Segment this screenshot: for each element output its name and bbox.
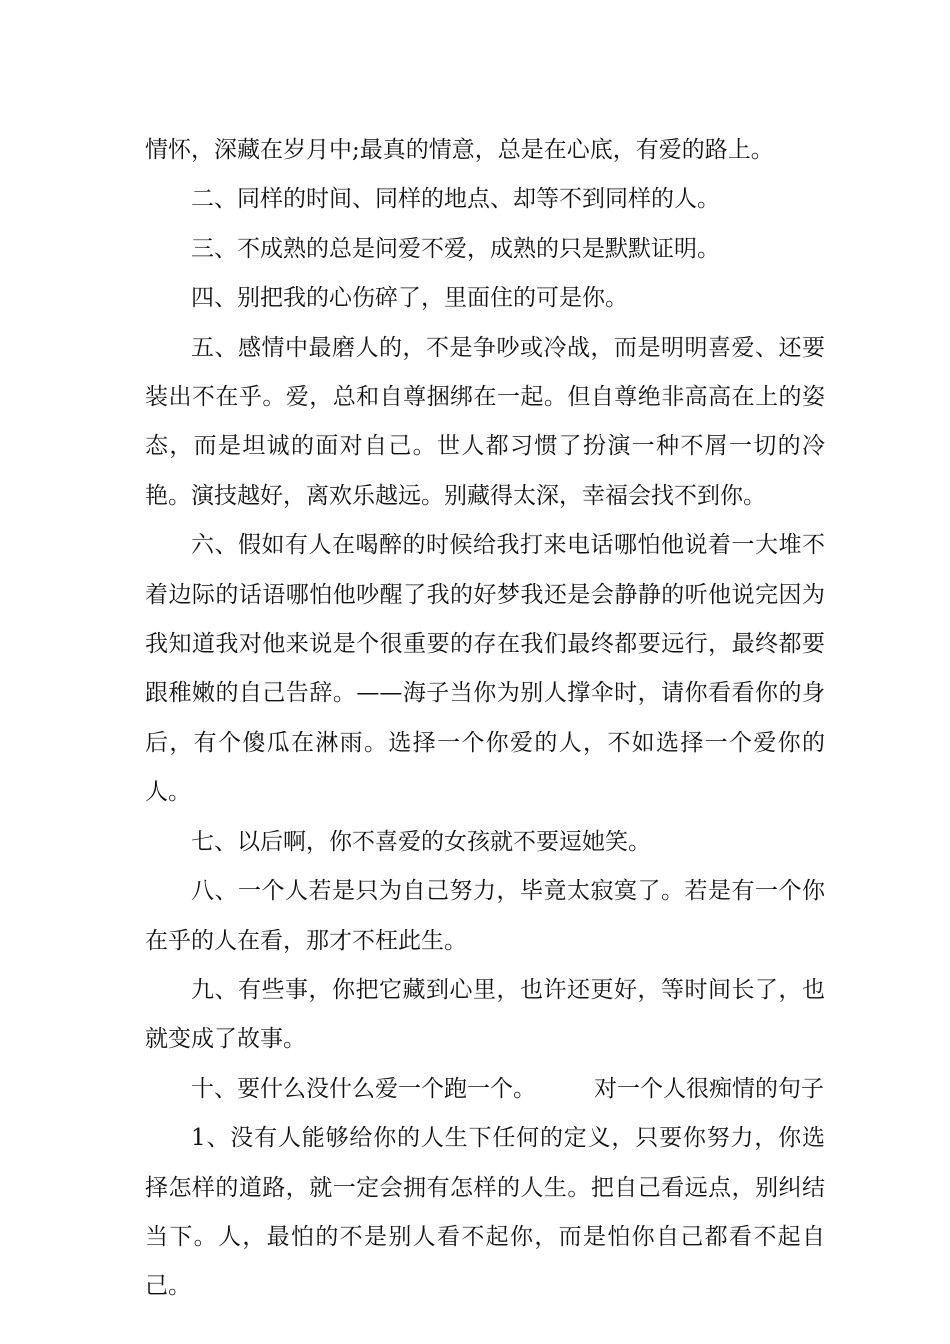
- paragraph-item-8: 八、一个人若是只为自己努力，毕竟太寂寞了。若是有一个你在乎的人在看，那才不枉此生。: [145, 878, 825, 954]
- paragraph-item-10: [145, 1065, 825, 1114]
- paragraph-item-5: 五、感情中最磨人的，不是争吵或冷战，而是明明喜爱、还要装出不在乎。爱，总和自尊捆绑在一起。但自尊绝非高高在上的姿态，而是坦诚的面对自己。世人都习惯了扮演一种不屑一切的冷艳。演技越好，离欢乐越远。别藏得太深，幸福会找不到你。: [145, 334, 825, 509]
- paragraph-item-2: 二、同样的时间、同样的地点、却等不到同样的人。: [191, 186, 720, 213]
- paragraph-item-10-text: 十、要什么没什么爱一个跑一个。: [191, 1075, 536, 1102]
- paragraph-item-6: 六、假如有人在喝醉的时候给我打来电话哪怕他说着一大堆不着边际的话语哪怕他吵醒了我的好梦我还是会静静的听他说完因为我知道我对他来说是个很重要的存在我们最终都要远行，最终都要跟稚嫩的自己告辞。——海子当你为别人撑伞时，请你看看你的身后，有个傻瓜在淋雨。选择一个你爱的人，不如选择一个爱你的人。: [145, 532, 825, 806]
- paragraph-section-item-1: 1、没有人能够给你的人生下任何的定义，只要你努力，你选择怎样的道路，就一定会拥有怎样的人生。把自己看远点，别纠结当下。人，最怕的不是别人看不起你，而是怕你自己都看不起自己。: [145, 1125, 825, 1300]
- paragraph-item-4: 四、别把我的心伤碎了，里面住的可是你。: [191, 285, 628, 312]
- paragraph-item-7: 七、以后啊，你不喜爱的女孩就不要逗她笑。: [191, 828, 651, 855]
- section-heading: 对一个人很痴情的句子: [594, 1075, 824, 1102]
- paragraph-continuation: 情怀，深藏在岁月中;最真的情意，总是在心底，有爱的路上。: [145, 137, 774, 163]
- document-body: [145, 126, 825, 1312]
- paragraph-item-9: 九、有些事，你把它藏到心里，也许还更好，等时间长了，也就变成了故事。: [145, 976, 825, 1053]
- paragraph-item-3: 三、不成熟的总是问爱不爱，成熟的只是默默证明。: [191, 235, 720, 262]
